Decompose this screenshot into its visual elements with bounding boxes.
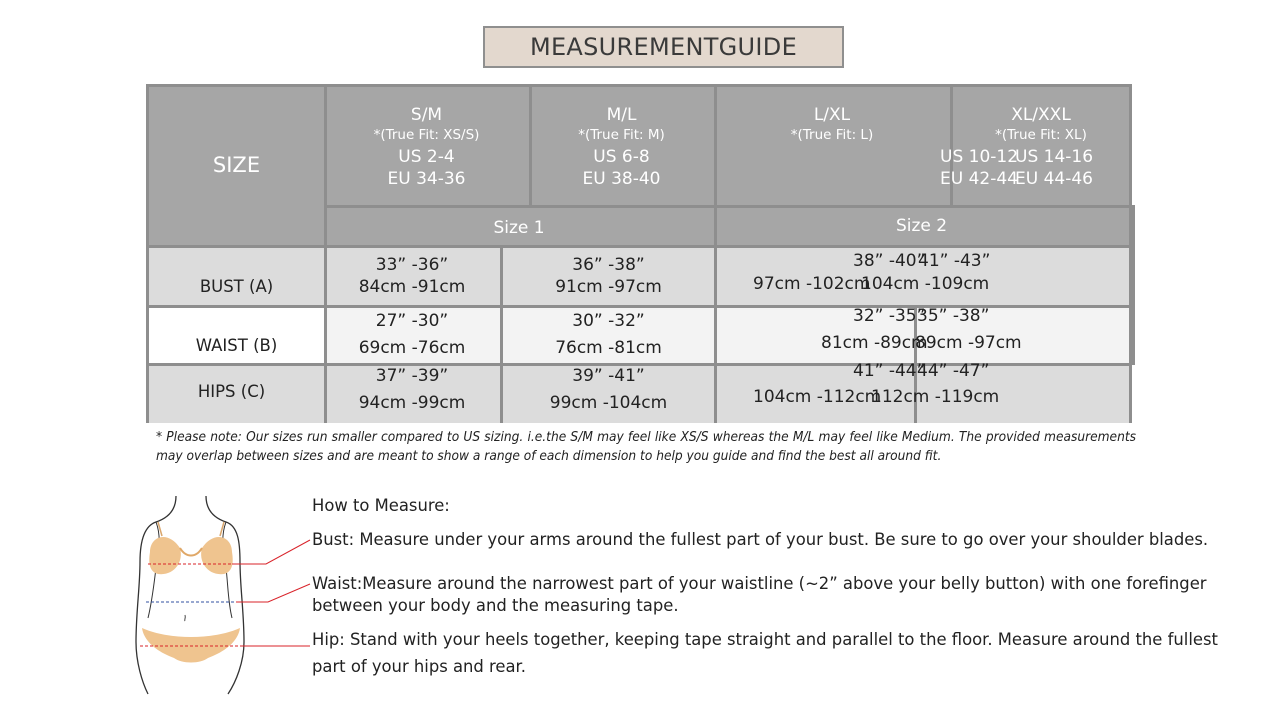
bust-ml-cm: 91cm -97cm bbox=[555, 277, 662, 297]
how-to-bust: Bust: Measure under your arms around the fullest part of your bust. Be sure to go over your shoulder blades. bbox=[312, 530, 1209, 549]
waist-xlxxl-cm: 89cm -97cm bbox=[915, 333, 1022, 353]
hips-ml-cm: 99cm -104cm bbox=[549, 393, 668, 413]
waist-xlxxl-in: 35” -38” bbox=[917, 306, 990, 326]
row-label-hips: HIPS (C) bbox=[197, 382, 266, 401]
size-ml-truefit: *(True Fit: M) bbox=[578, 127, 665, 143]
bust-sm-cm: 84cm -91cm bbox=[358, 277, 466, 297]
row-label-bust: BUST (A) bbox=[199, 277, 274, 296]
sizing-note: * Please note: Our sizes run smaller compared to US sizing. i.e.the S/M may feel like XS/S whereas the M/L may feel like Medium. The provided measurements may overlap between sizes and are meant to show a range of each dimension to help you guide and find the best all around fit. bbox=[156, 429, 1136, 464]
size-column-label: SIZE bbox=[212, 153, 261, 177]
bust-sm-in: 33” -36” bbox=[375, 255, 449, 275]
hips-ml-in: 39” -41” bbox=[572, 366, 645, 386]
how-to-hip-line2: part of your hips and rear. bbox=[312, 657, 526, 676]
size-sm-eu: EU 34-36 bbox=[387, 169, 466, 189]
bust-lxl-in: 38” -40” bbox=[853, 251, 926, 271]
how-to-hip-line1: Hip: Stand with your heels together, keeping tape straight and parallel to the floor. Measure around the fullest bbox=[312, 630, 1218, 649]
size-xlxxl-name: XL/XXL bbox=[1011, 105, 1071, 125]
size-ml-eu: EU 38-40 bbox=[582, 169, 661, 189]
waist-sm-in: 27” -30” bbox=[375, 311, 449, 331]
how-to-heading: How to Measure: bbox=[312, 496, 450, 515]
waist-sm-cm: 69cm -76cm bbox=[358, 338, 466, 358]
bust-xlxxl-in: 41” -43” bbox=[918, 251, 991, 271]
hips-lxl-in: 41” -44” bbox=[853, 361, 926, 381]
hips-xlxxl-cm: 112cm -119cm bbox=[871, 387, 1000, 407]
size-sm-us: US 2-4 bbox=[398, 147, 455, 167]
hips-xlxxl-in: 44” -47” bbox=[917, 361, 990, 381]
waist-ml-in: 30” -32” bbox=[572, 311, 645, 331]
size-xlxxl-eu: EU 44-46 bbox=[1015, 169, 1093, 189]
row-label-waist: WAIST (B) bbox=[195, 336, 278, 355]
size-lxl-us: US 10-12 bbox=[940, 147, 1019, 167]
bust-xlxxl-cm: 104cm -109cm bbox=[861, 274, 990, 294]
size-sm-truefit: *(True Fit: XS/S) bbox=[373, 127, 480, 143]
size-lxl-truefit: *(True Fit: L) bbox=[790, 127, 874, 143]
size-xlxxl-us: US 14-16 bbox=[1015, 147, 1094, 167]
bust-lxl-cm: 97cm -102cm bbox=[753, 274, 871, 294]
size-lxl-eu: EU 42-44 bbox=[940, 169, 1018, 189]
group-size-1: Size 1 bbox=[493, 218, 545, 238]
size-sm-name: S/M bbox=[410, 105, 443, 125]
waist-lxl-cm: 81cm -89cm bbox=[821, 333, 928, 353]
page-title: MEASUREMENTGUIDE bbox=[483, 26, 844, 68]
group-size-2: Size 2 bbox=[895, 216, 948, 236]
size-ml-name: M/L bbox=[606, 105, 637, 125]
waist-label-cell bbox=[149, 306, 324, 364]
size-ml-us: US 6-8 bbox=[593, 147, 650, 167]
size-lxl-name: L/XL bbox=[813, 105, 851, 125]
how-to-waist-line1: Waist:Measure around the narrowest part of your waistline (~2” above your belly button) with one forefinger bbox=[312, 574, 1207, 593]
hips-lxl-cm: 104cm -112cm bbox=[753, 387, 882, 407]
waist-lxl-in: 32” -35” bbox=[853, 306, 926, 326]
hips-sm-cm: 94cm -99cm bbox=[358, 393, 466, 413]
bust-ml-in: 36” -38” bbox=[572, 255, 645, 275]
waist-ml-cm: 76cm -81cm bbox=[555, 338, 662, 358]
size-table bbox=[146, 84, 1132, 423]
body-figure-illustration bbox=[128, 492, 318, 697]
size-xlxxl-truefit: *(True Fit: XL) bbox=[995, 127, 1087, 143]
how-to-waist-line2: between your body and the measuring tape. bbox=[312, 596, 679, 615]
hips-sm-in: 37” -39” bbox=[375, 366, 449, 386]
